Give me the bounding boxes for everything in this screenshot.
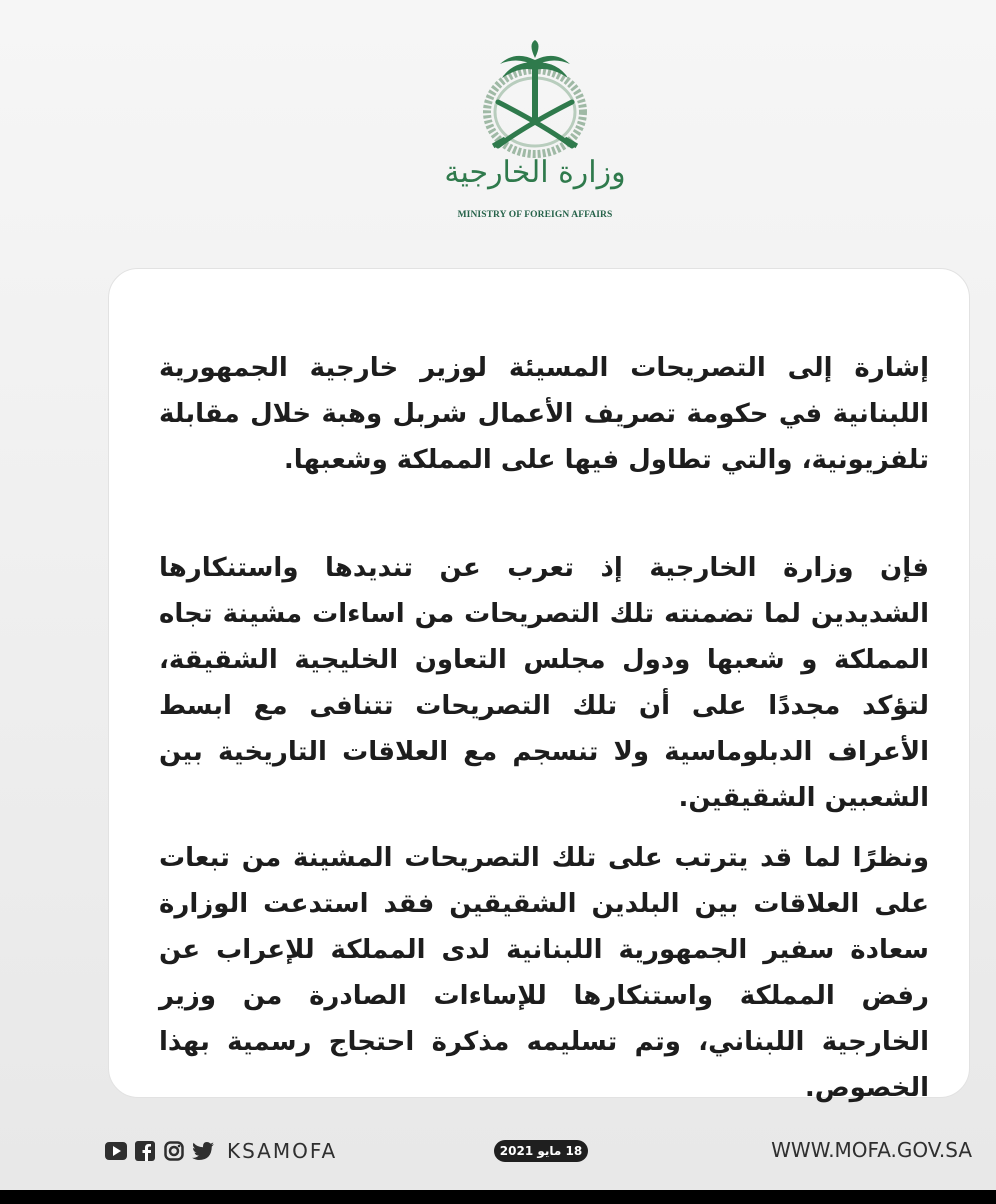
social-links [105,1138,337,1164]
instagram-icon[interactable] [163,1140,185,1162]
date-badge: 18 مايو 2021 [494,1140,588,1162]
bottom-bar [0,1190,996,1204]
ministry-name-english: MINISTRY OF FOREIGN AFFAIRS [457,210,613,220]
website-url: WWW.MOFA.GOV.SA [771,1138,972,1162]
saudi-emblem-icon [470,40,600,160]
social-handle: KSAMOFA [227,1139,338,1163]
facebook-icon[interactable] [134,1140,156,1162]
ministry-name-arabic: وزارة الخارجية [444,155,626,190]
statement-paragraph-1: إشارة إلى التصريحات المسيئة لوزير خارجية الجمهورية اللبنانية في حكومة تصريف الأعمال شربل وهبة خلال مقابلة تلفزيونية، والتي تطاول فيها على المملكة وشعبها. [159,353,929,475]
youtube-icon[interactable] [105,1140,127,1162]
statement-card [108,268,970,1103]
statement-paragraph-3: ونظرًا لما قد يترتب على تلك التصريحات المشينة من تبعات على العلاقات بين البلدين الشقيقين فقد استدعت الوزارة سعادة سفير الجمهورية اللبنانية لدى المملكة للإعراب عن رفض المملكة واستنكارها للإساءات الصادرة من وزير الخارجية اللبناني، وتم تسليمه مذكرة احتجاج رسمية بهذا الخصوص. [159,843,929,1103]
statement-paragraph-2: فإن وزارة الخارجية إذ تعرب عن تنديدها واستنكارها الشديدين لما تضمنته تلك التصريحات من اساءات مشينة تجاه المملكة و شعبها ودول مجلس التعاون الخليجية الشقيقة، لتؤكد مجددًا على أن تلك التصريحات تتنافى مع ابسط الأعراف الدبلوماسية ولا تنسجم مع العلاقات التاريخية بين الشعبين الشقيقين. [159,553,929,813]
twitter-icon[interactable] [192,1140,214,1162]
